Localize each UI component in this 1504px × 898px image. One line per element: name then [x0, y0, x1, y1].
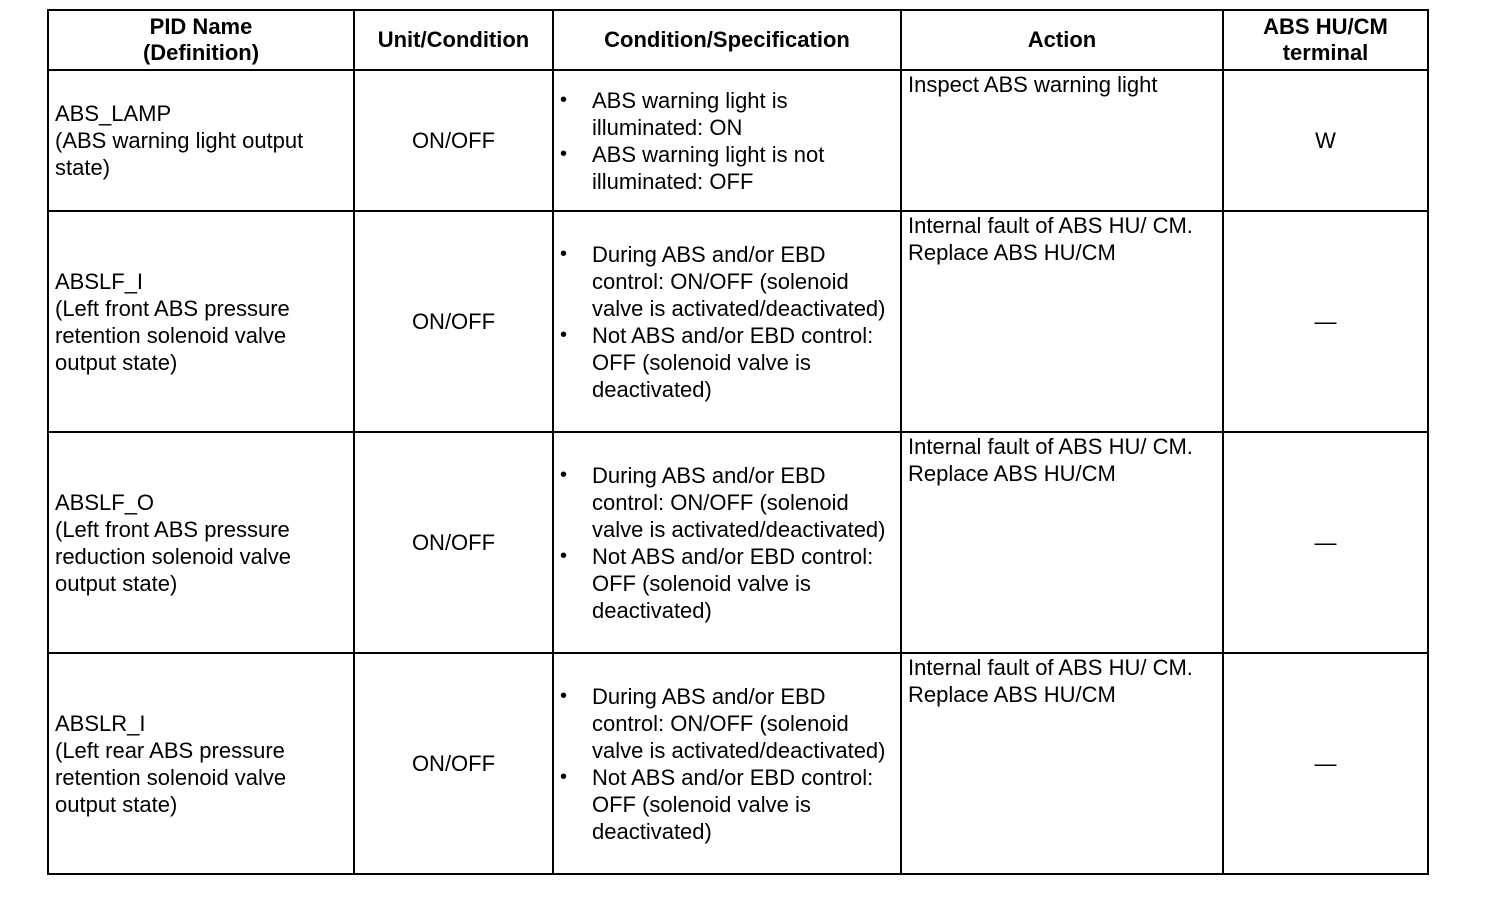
terminal-cell: — — [1223, 432, 1428, 653]
header-action-text: Action — [1027, 27, 1097, 52]
unit-cell: ON/OFF — [354, 211, 553, 432]
pid-definition: (Left rear ABS pressure retention solenoid valve output state) — [55, 737, 287, 817]
condition-cell — [553, 432, 901, 653]
table-row — [48, 653, 1428, 874]
header-pid-name-text: PID Name (Definition) — [142, 14, 260, 65]
action-cell: Internal fault of ABS HU/ CM. Replace ABS HU/CM — [901, 432, 1223, 653]
header-unit-condition — [354, 10, 553, 70]
pid-definition: (Left front ABS pressure reduction solenoid valve output state) — [55, 516, 292, 596]
action-cell: Inspect ABS warning light — [901, 70, 1223, 211]
terminal-cell: — — [1223, 211, 1428, 432]
pid-definition: (ABS warning light output state) — [55, 128, 304, 180]
condition-cell — [553, 70, 901, 211]
pid-cell — [48, 211, 354, 432]
condition-list — [560, 87, 894, 195]
pid-name: ABSLR_I — [55, 710, 146, 736]
table-row — [48, 211, 1428, 432]
unit-cell: ON/OFF — [354, 432, 553, 653]
header-row — [48, 10, 1428, 70]
unit-cell: ON/OFF — [354, 653, 553, 874]
pid-definition: (Left front ABS pressure retention solenoid valve output state) — [55, 295, 290, 375]
table-body — [48, 70, 1428, 874]
header-unit-condition-text: Unit/Condition — [377, 27, 530, 52]
condition-item: • During ABS and/or EBD control: ON/OFF (solenoid valve is activated/deactivated) — [560, 462, 894, 543]
unit-cell: ON/OFF — [354, 70, 553, 211]
condition-item: • ABS warning light is illuminated: ON — [560, 87, 894, 141]
pid-name: ABSLF_O — [55, 489, 155, 515]
pid-table — [47, 9, 1429, 875]
header-condition-specification — [553, 10, 901, 70]
action-cell: Internal fault of ABS HU/ CM. Replace ABS HU/CM — [901, 211, 1223, 432]
condition-item: • Not ABS and/or EBD control: OFF (solenoid valve is deactivated) — [560, 543, 894, 624]
pid-cell — [48, 653, 354, 874]
pid-cell — [48, 432, 354, 653]
condition-list — [560, 683, 894, 845]
condition-item: • During ABS and/or EBD control: ON/OFF (solenoid valve is activated/deactivated) — [560, 241, 894, 322]
table-header — [48, 10, 1428, 70]
terminal-cell: — — [1223, 653, 1428, 874]
condition-list — [560, 462, 894, 624]
action-cell: Internal fault of ABS HU/ CM. Replace ABS HU/CM — [901, 653, 1223, 874]
terminal-cell: W — [1223, 70, 1428, 211]
header-terminal-text: ABS HU/CM terminal — [1263, 14, 1388, 65]
condition-item: • During ABS and/or EBD control: ON/OFF (solenoid valve is activated/deactivated) — [560, 683, 894, 764]
pid-cell — [48, 70, 354, 211]
pid-name: ABS_LAMP — [55, 101, 172, 126]
condition-cell — [553, 653, 901, 874]
header-action — [901, 10, 1223, 70]
condition-cell — [553, 211, 901, 432]
condition-item: • Not ABS and/or EBD control: OFF (solenoid valve is deactivated) — [560, 322, 894, 403]
header-condition-specification-text: Condition/Specification — [604, 27, 850, 52]
condition-item: • ABS warning light is not illuminated: OFF — [560, 141, 894, 195]
header-terminal — [1223, 10, 1428, 70]
table-row — [48, 432, 1428, 653]
header-pid-name — [48, 10, 354, 70]
pid-name: ABSLF_I — [55, 268, 144, 294]
condition-item: • Not ABS and/or EBD control: OFF (solenoid valve is deactivated) — [560, 764, 894, 845]
table-row — [48, 70, 1428, 211]
condition-list — [560, 241, 894, 403]
